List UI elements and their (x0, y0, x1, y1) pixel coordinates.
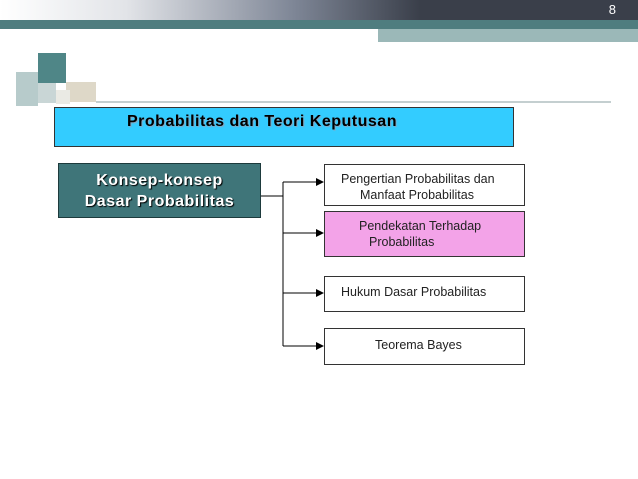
item-line1: Hukum Dasar Probabilitas (341, 285, 487, 299)
item-teorema-bayes (324, 328, 525, 365)
item-line1: Pendekatan Terhadap (359, 219, 482, 233)
slide-number: 8 (608, 2, 616, 17)
item-line2: Manfaat Probabilitas (360, 188, 474, 202)
item-pendekatan-probabilitas (324, 211, 525, 257)
main-concept-line1: Konsep-konsep (96, 172, 223, 189)
item-line2: Probabilitas (369, 235, 435, 249)
item-line1: Pengertian Probabilitas dan (341, 172, 495, 186)
item-line1: Teorema Bayes (375, 338, 462, 352)
slide-title: Probabilitas dan Teori Keputusan (127, 113, 397, 130)
item-pengertian-probabilitas (324, 164, 525, 206)
main-concept-line2: Dasar Probabilitas (84, 193, 235, 210)
item-hukum-dasar (324, 276, 525, 312)
